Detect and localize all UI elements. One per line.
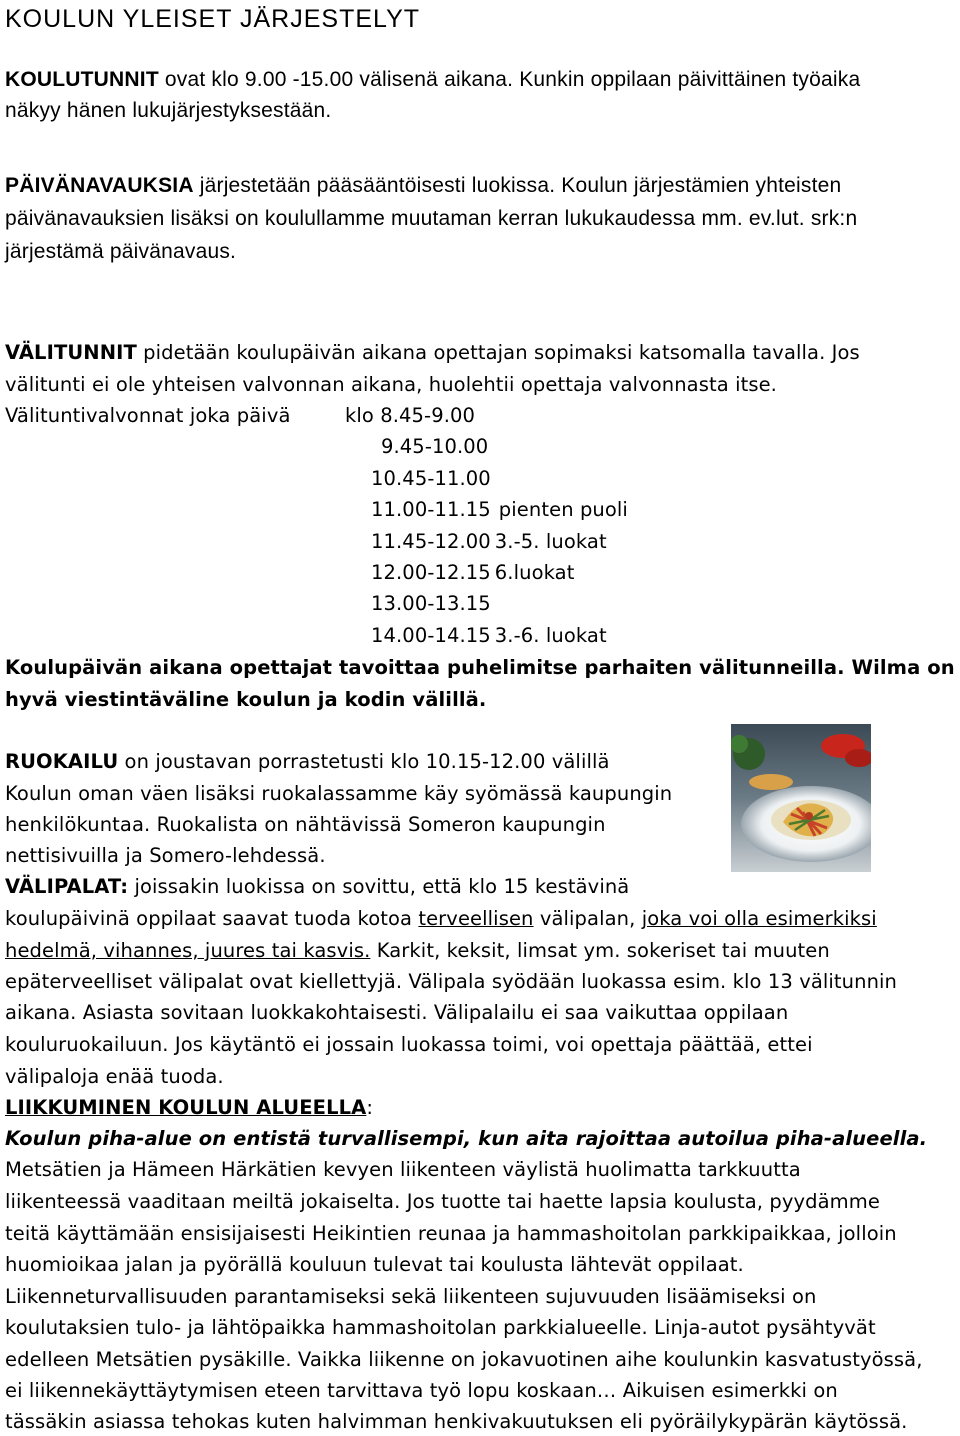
valvonta-slot <box>371 469 491 489</box>
slot-time: 11.45-12.00 <box>371 530 491 553</box>
liikkuminen-text-4: huomioikaa jalan ja pyörällä kouluun tulevat tai koulusta lähtevät oppilaat. <box>5 1253 744 1276</box>
slot-time: 13.00-13.15 <box>371 592 491 615</box>
valvonta-slot <box>371 626 607 646</box>
ruokailu-heading: RUOKAILU <box>5 750 119 773</box>
valitunnit-text-2: välitunti ei ole yhteisen valvonnan aikana, huolehtii opettaja valvonnasta itse. <box>5 373 777 396</box>
slot-time: 10.45-11.00 <box>371 467 491 490</box>
slot-note: 3.-6. luokat <box>494 624 607 647</box>
paivanavaukset-text-2: päivänavauksien lisäksi on koulullamme muutaman kerran lukukaudessa mm. ev.lut. srk:n <box>5 207 858 230</box>
slot-note: 3.-5. luokat <box>494 530 607 553</box>
paivanavaukset-text-3: järjestämä päivänavaus. <box>5 240 237 263</box>
valipalat-text-4: epäterveelliset välipalat ovat kiellettyjä. Välipala syödään luokassa esim. klo 13 välitunnin <box>5 970 898 993</box>
koulutunnit-heading: KOULUTUNNIT <box>5 68 159 91</box>
valvonta-slot <box>371 500 628 520</box>
liikkuminen-text-6: koulutaksien tulo- ja lähtöpaikka hammashoitolan parkkialueelle. Linja-autot pysähtyvät <box>5 1316 876 1339</box>
liikkuminen-text-1: Metsätien ja Hämeen Härkätien kevyen liikenteen väylistä huolimatta tarkkuutta <box>5 1158 801 1181</box>
liikkuminen-text-7: edelleen Metsätien pysäkille. Vaikka liikenne on jokavuotinen aihe koulunkin kasvatustyössä, <box>5 1348 923 1371</box>
valipalat-text-6: kouluruokailuun. Jos käytäntö ei jossain luokassa toimi, voi opettaja päättää, ettei <box>5 1033 813 1056</box>
food-plate-image <box>731 724 871 872</box>
valitunnit-paragraph-line-1 <box>5 343 860 363</box>
valitunnit-text-1: pidetään koulupäivän aikana opettajan sopimaksi katsomalla tavalla. Jos <box>136 341 860 364</box>
ruokailu-paragraph-line-1: RUOKAILU on joustavan porrastetusti klo 10.15-12.00 välillä <box>5 750 610 773</box>
paivanavaukset-text-1: järjestetään pääsääntöisesti luokissa. Koulun järjestämien yhteisten <box>193 174 842 197</box>
ruokailu-text-4: nettisivuilla ja Somero-lehdessä. <box>5 844 326 867</box>
valvonta-slot <box>371 594 491 614</box>
slot-time: 9.45-10.00 <box>381 435 489 458</box>
valipalat-text-7: välipaloja enää tuoda. <box>5 1065 224 1088</box>
koulutunnit-text-2: näkyy hänen lukujärjestyksestään. <box>5 99 332 122</box>
paivanavaukset-heading: PÄIVÄNAVAUKSIA <box>5 174 194 197</box>
slot-time: 12.00-12.15 <box>371 561 491 584</box>
valipalat-text-5: aikana. Asiasta sovitaan luokkakohtaisesti. Välipalailu ei saa vaikuttaa oppilaan <box>5 1001 789 1024</box>
liikkuminen-text-3: teitä käyttämään ensisijaisesti Heikintien reunaa ja hammashoitolan parkkipaikkaa, jolloin <box>5 1222 897 1245</box>
liikkuminen-text-8: ei liikennekäyttäytymisen eteen tarvittava työ lopu koskaan… Aikuisen esimerkki on <box>5 1379 838 1402</box>
paivanavaukset-paragraph-line-1 <box>5 175 841 196</box>
slot-time: klo 8.45-9.00 <box>345 404 476 427</box>
valipalat-heading: VÄLIPALAT: <box>5 875 129 898</box>
liikkuminen-text-2: liikenteessä vaaditaan meiltä jokaiselta. Jos tuotte tai haette lapsia koulusta, pyydämme <box>5 1190 880 1213</box>
slot-time: 14.00-14.15 <box>371 624 491 647</box>
slot-note: 6.luokat <box>494 561 575 584</box>
slot-note: pienten puoli <box>498 498 628 521</box>
slot-time: 11.00-11.15 <box>371 498 491 521</box>
valvonta-slot <box>381 437 488 457</box>
wilma-note-line-1: Koulupäivän aikana opettajat tavoittaa puhelimitse parhaiten välitunneilla. Wilma on <box>5 656 955 679</box>
page-title: KOULUN YLEISET JÄRJESTELYT <box>5 5 421 33</box>
valvonta-slot <box>371 563 574 583</box>
ruokailu-text-2: Koulun oman väen lisäksi ruokalassamme käy syömässä kaupungin <box>5 782 673 805</box>
ruokailu-text-3: henkilökuntaa. Ruokalista on nähtävissä Someron kaupungin <box>5 813 606 836</box>
valvonta-label: Välituntivalvonnat joka päivä <box>5 404 291 427</box>
valipalat-text-2: koulupäivinä oppilaat saavat tuoda kotoa terveellisen välipalan, joka voi olla esimerkiksi <box>5 907 877 930</box>
liikkuminen-text-5: Liikenneturvallisuuden parantamiseksi sekä liikenteen sujuvuuden lisäämiseksi on <box>5 1285 817 1308</box>
valvonta-slot <box>345 406 475 426</box>
valipalat-text-3: hedelmä, vihannes, juures tai kasvis. Karkit, keksit, limsat ym. sokeriset tai muuten <box>5 939 830 962</box>
wilma-note-line-2: hyvä viestintäväline koulun ja kodin välillä. <box>5 688 487 711</box>
koulutunnit-paragraph-line-1 <box>5 69 860 90</box>
liikkuminen-italic-line: Koulun piha-alue on entistä turvallisempi, kun aita rajoittaa autoilua piha-alueella. <box>5 1127 928 1150</box>
liikkuminen-heading-line: LIIKKUMINEN KOULUN ALUEELLA: <box>5 1096 373 1119</box>
valitunnit-heading: VÄLITUNNIT <box>5 341 137 364</box>
liikkuminen-heading: LIIKKUMINEN KOULUN ALUEELLA <box>5 1096 367 1119</box>
valipalat-paragraph-line-1: VÄLIPALAT: joissakin luokissa on sovittu, että klo 15 kestävinä <box>5 875 630 898</box>
koulutunnit-text-1: ovat klo 9.00 -15.00 välisenä aikana. Kunkin oppilaan päivittäinen työaika <box>158 68 861 91</box>
valvonta-slot <box>371 532 607 552</box>
liikkuminen-text-9: tässäkin asiassa tehokas kuten halvimman henkivakuutuksen eli pyöräilykypärän käytössä. <box>5 1410 908 1433</box>
